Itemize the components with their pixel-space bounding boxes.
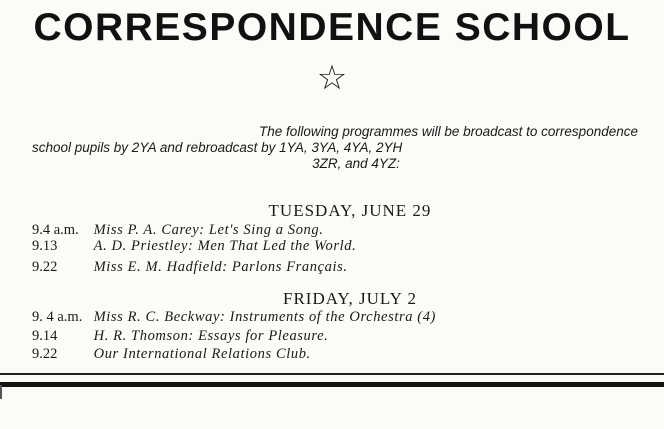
programme-time: 9.4 a.m. [32, 222, 79, 238]
intro-line: The following programmes will be broadcast to correspondence [259, 124, 638, 139]
programme-row [32, 328, 328, 344]
programme-row [32, 238, 356, 254]
page-title: CORRESPONDENCE SCHOOL [33, 6, 631, 49]
intro-line: school pupils by 2YA and rebroadcast by 1YA, 3YA, 4YA, 2YH [32, 140, 403, 155]
programme-time: 9.22 [32, 259, 58, 275]
divider [0, 373, 664, 375]
programme-title: Miss R. C. Beckway: Instruments of the Orchestra (4) [93, 309, 436, 325]
programme-title: Miss E. M. Hadfield: Parlons Français. [93, 259, 348, 275]
programme-title: Miss P. A. Carey: Let's Sing a Song. [93, 222, 324, 238]
programme-title: A. D. Priestley: Men That Led the World. [93, 238, 357, 254]
programme-row [32, 222, 323, 238]
programme-title: H. R. Thomson: Essays for Pleasure. [93, 328, 329, 344]
divider [0, 382, 664, 387]
programme-time: 9.22 [32, 346, 58, 362]
programme-row [32, 346, 311, 362]
programme-time: 9. 4 a.m. [32, 309, 83, 325]
day-heading-tuesday: TUESDAY, JUNE 29 [268, 201, 432, 220]
programme-time: 9.14 [32, 328, 58, 344]
divider [0, 385, 2, 399]
intro-line: 3ZR, and 4YZ: [312, 156, 400, 171]
intro-paragraph [32, 124, 638, 172]
programme-row [32, 259, 348, 275]
day-heading-friday: FRIDAY, JULY 2 [282, 289, 417, 308]
programme-time: 9.13 [32, 238, 58, 254]
programme-row [32, 309, 436, 325]
programme-title: Our International Relations Club. [93, 346, 311, 362]
star-outline-icon: ☆ [316, 58, 348, 98]
